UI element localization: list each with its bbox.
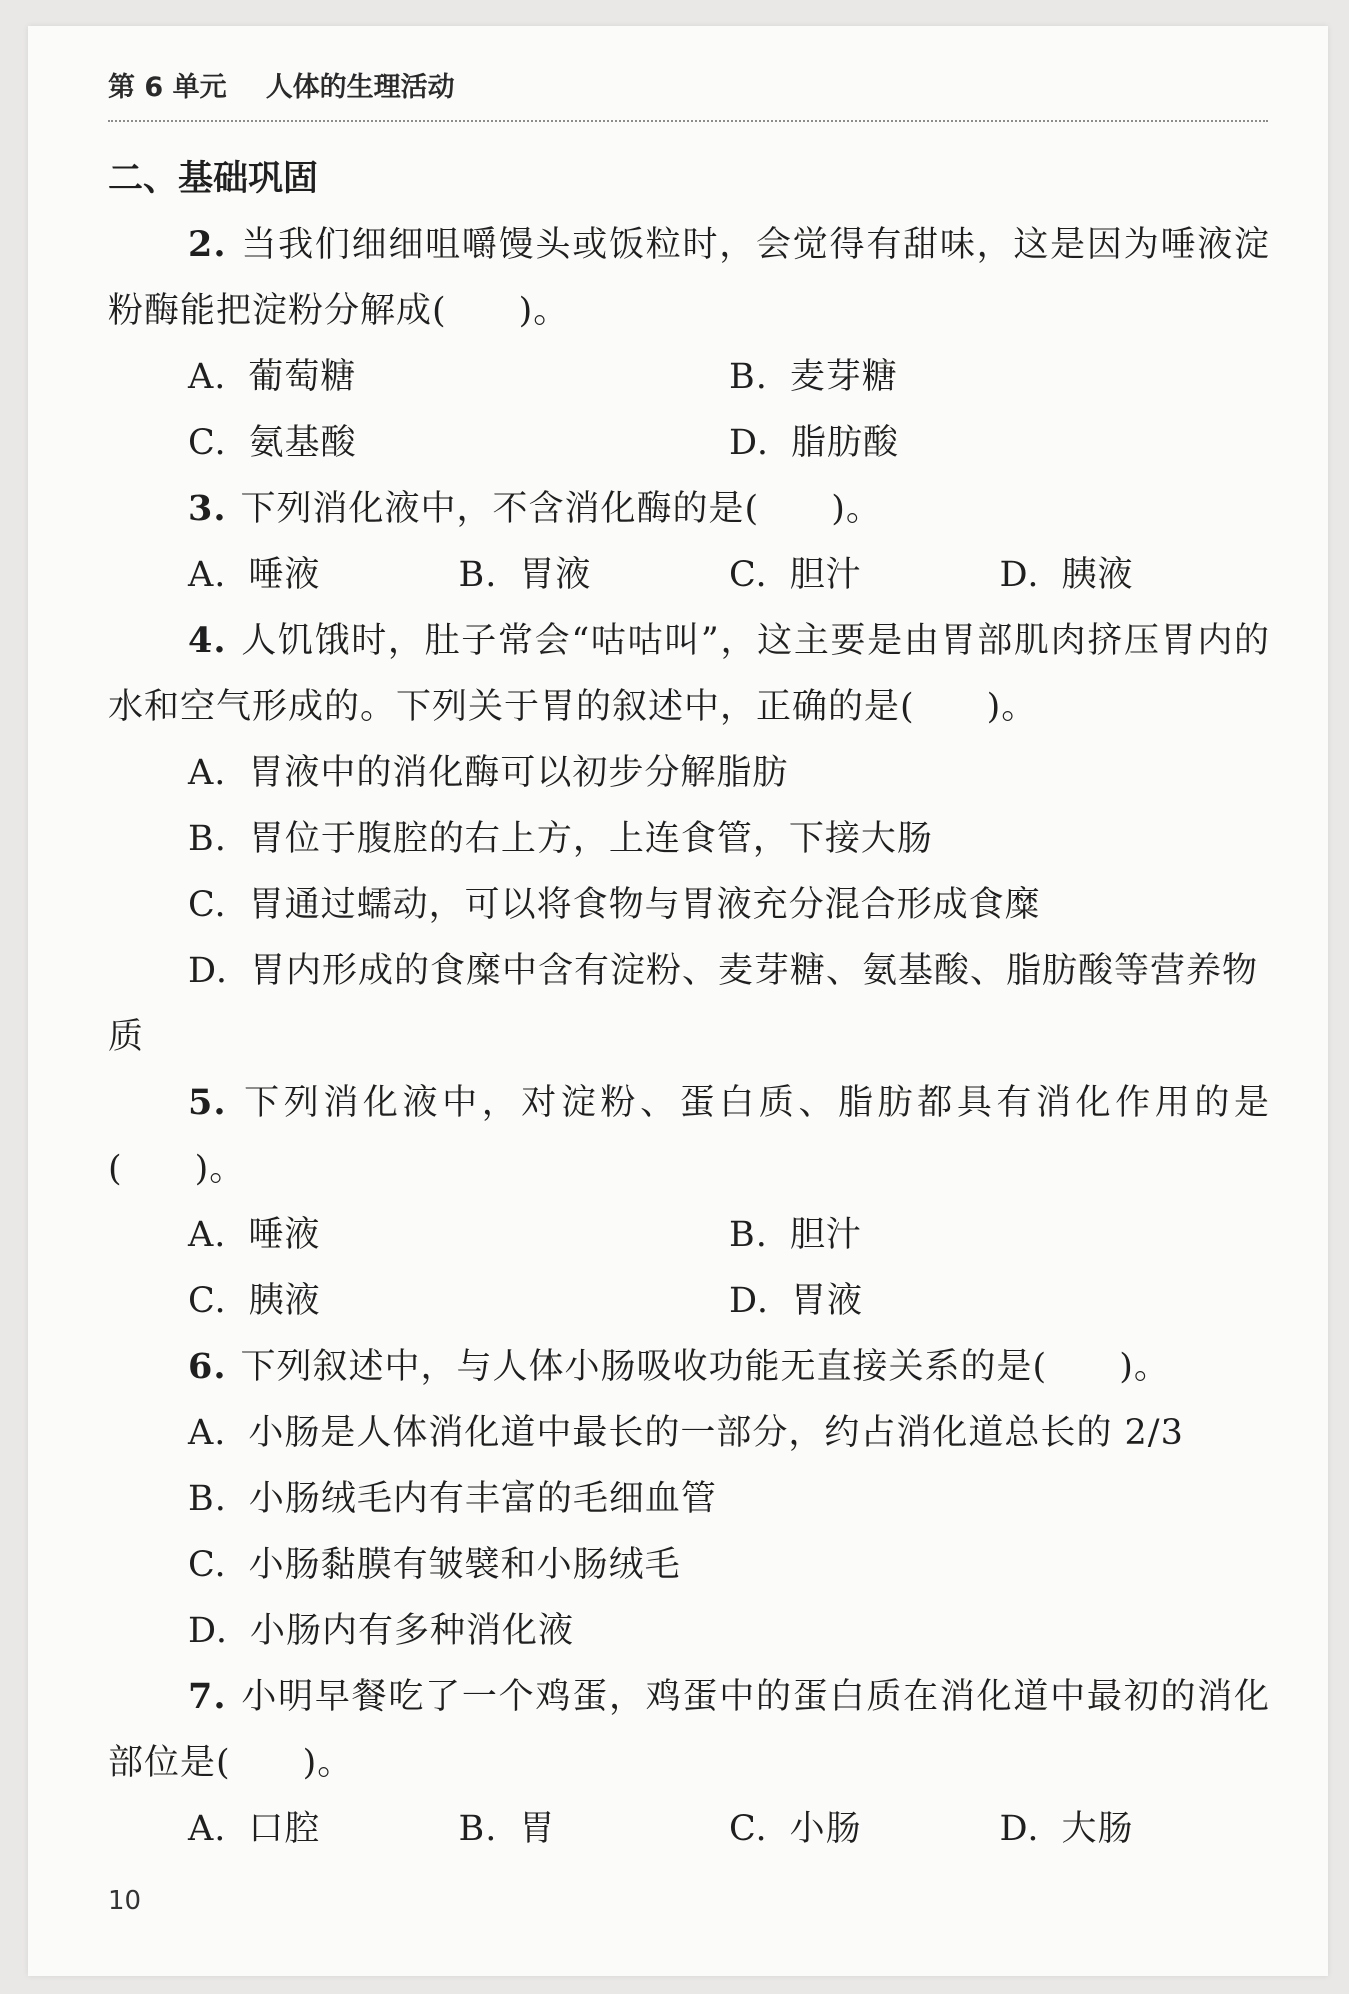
question-number: 3. [188,488,227,529]
option-c[interactable] [729,1796,1000,1862]
options-row [108,344,1270,410]
option-text: 小肠黏膜有皱襞和小肠绒毛 [248,1545,681,1585]
options-row [108,1796,1270,1862]
option-letter: C. [188,1545,227,1585]
page [28,26,1328,1976]
options-row [108,410,1270,476]
question-stem: 小明早餐吃了一个鸡蛋，鸡蛋中的蛋白质在消化道中最初的消化部位是( )。 [108,1677,1270,1783]
option-b[interactable] [459,542,730,608]
option-letter: C. [188,885,227,925]
option-c[interactable] [188,410,729,476]
question-number: 7. [188,1676,227,1717]
option-d[interactable] [108,1598,1270,1664]
unit-label: 第 6 单元 [108,72,227,103]
unit-title: 人体的生理活动 [265,72,455,103]
question-6 [108,1334,1270,1400]
section-title: 二、基础巩固 [108,159,319,199]
option-letter: A. [188,357,227,397]
option-text: 胃位于腹腔的右上方，上连食管，下接大肠 [248,819,933,859]
option-letter: A. [188,1413,227,1453]
question-stem: 下列叙述中，与人体小肠吸收功能无直接关系的是( )。 [240,1347,1170,1387]
option-text: 胃液 [790,1281,863,1321]
option-letter: D. [188,951,228,991]
option-text: 胰液 [248,1281,321,1321]
option-text: 小肠 [789,1809,862,1849]
option-text: 胃液中的消化酶可以初步分解脂肪 [248,753,789,793]
option-text: 胆汁 [789,555,862,595]
option-text: 口腔 [248,1809,321,1849]
option-text: 麦芽糖 [789,357,898,397]
option-letter: A. [188,753,227,793]
question-number: 2. [188,224,227,265]
question-4 [108,608,1270,740]
question-7 [108,1664,1270,1796]
page-number: 10 [108,1886,142,1916]
option-a[interactable] [188,1202,729,1268]
option-d[interactable] [108,938,1270,1070]
option-letter: D. [729,1281,769,1321]
question-number: 5. [188,1082,227,1123]
question-stem: 当我们细细咀嚼馒头或饭粒时，会觉得有甜味，这是因为唾液淀粉酶能把淀粉分解成( )。 [108,225,1270,331]
option-letter: C. [729,1809,768,1849]
option-b[interactable] [108,806,1270,872]
question-number: 6. [188,1346,227,1387]
option-text: 胃通过蠕动，可以将食物与胃液充分混合形成食糜 [248,885,1041,925]
option-letter: B. [458,1809,498,1849]
option-c[interactable] [108,872,1270,938]
option-text: 氨基酸 [248,423,357,463]
question-stem: 下列消化液中，对淀粉、蛋白质、脂肪都具有消化作用的是( )。 [108,1083,1270,1189]
option-letter: A. [188,1215,227,1255]
option-letter: B. [458,555,498,595]
option-letter: B. [188,819,227,859]
option-a[interactable] [188,344,729,410]
option-d[interactable] [729,410,1270,476]
option-text: 小肠是人体消化道中最长的一部分，约占消化道总长的 2/3 [248,1413,1184,1453]
option-text: 葡萄糖 [248,357,357,397]
option-text: 小肠内有多种消化液 [249,1611,574,1651]
option-d[interactable] [1000,1796,1271,1862]
option-letter: B. [729,1215,768,1255]
question-5 [108,1070,1270,1202]
option-letter: C. [188,423,227,463]
option-letter: C. [188,1281,227,1321]
option-a[interactable] [108,1400,1270,1466]
option-letter: D. [999,555,1040,595]
option-c[interactable] [729,542,1000,608]
question-3 [108,476,1270,542]
question-stem: 人饥饿时，肚子常会“咕咕叫”，这主要是由胃部肌肉挤压胃内的水和空气形成的。下列关于胃的叙述中，正确的是( )。 [108,621,1270,727]
option-letter: A. [188,1809,227,1849]
option-d[interactable] [1000,542,1271,608]
option-letter: B. [729,357,768,397]
page-header [108,64,1268,122]
option-b[interactable] [729,1202,1270,1268]
option-a[interactable] [188,1796,459,1862]
option-text: 胃内形成的食糜中含有淀粉、麦芽糖、氨基酸、脂肪酸等营养物质 [108,951,1258,1057]
question-number: 4. [188,620,227,661]
option-letter: D. [999,1809,1040,1849]
options-row [108,1268,1270,1334]
option-text: 胃液 [519,555,592,595]
option-text: 唾液 [248,1215,321,1255]
option-text: 小肠绒毛内有丰富的毛细血管 [248,1479,717,1519]
question-2 [108,212,1270,344]
option-text: 胃 [519,1809,556,1849]
option-text: 大肠 [1061,1809,1134,1849]
option-letter: B. [188,1479,227,1519]
content [108,146,1270,1862]
option-b[interactable] [729,344,1270,410]
option-letter: C. [729,555,768,595]
option-c[interactable] [188,1268,729,1334]
option-a[interactable] [188,542,459,608]
option-text: 脂肪酸 [790,423,899,463]
options-row [108,1202,1270,1268]
question-stem: 下列消化液中，不含消化酶的是( )。 [240,489,882,529]
option-text: 胰液 [1061,555,1134,595]
option-d[interactable] [729,1268,1270,1334]
option-text: 唾液 [248,555,321,595]
option-b[interactable] [108,1466,1270,1532]
option-letter: D. [729,423,769,463]
options-row [108,542,1270,608]
option-text: 胆汁 [789,1215,862,1255]
option-c[interactable] [108,1532,1270,1598]
option-b[interactable] [459,1796,730,1862]
option-a[interactable] [108,740,1270,806]
option-letter: D. [188,1611,228,1651]
option-letter: A. [188,555,227,595]
